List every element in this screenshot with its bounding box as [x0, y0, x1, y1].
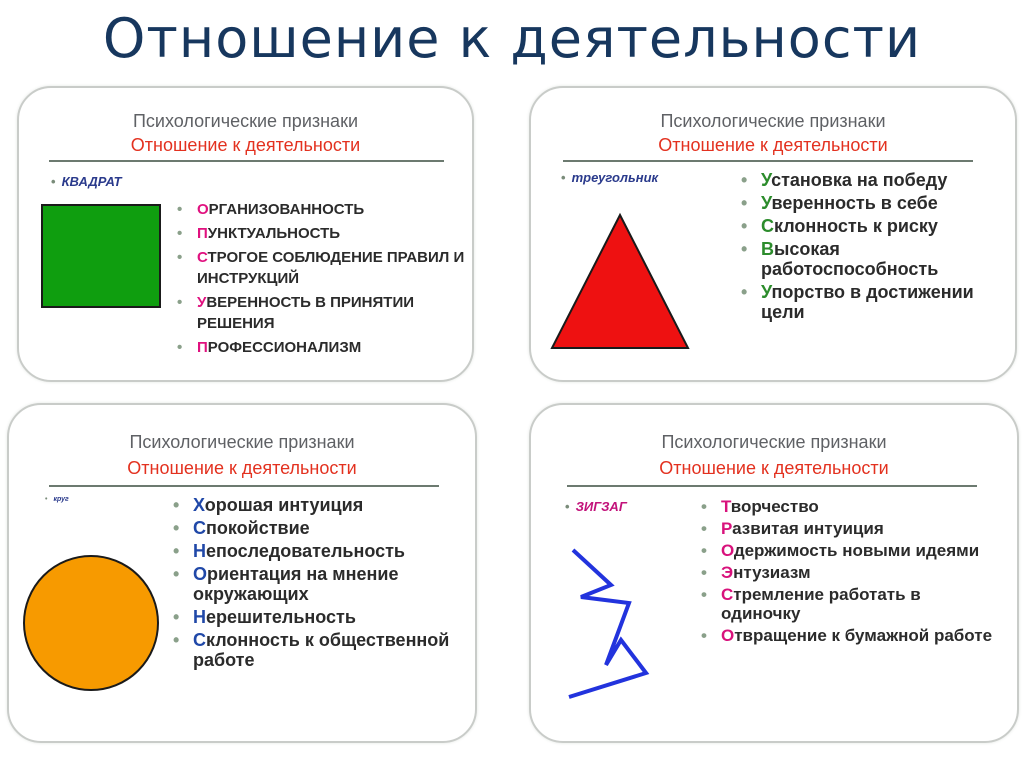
trait-item: • Энтузиазм [701, 563, 811, 582]
traits-list [177, 199, 467, 361]
traits-list [701, 497, 1001, 648]
page-title: Отношение к деятельности [102, 7, 922, 70]
card-header-line2: Отношение к деятельности [130, 135, 361, 155]
card-triangle [529, 86, 1017, 382]
trait-item: • Отвращение к бумажной работе [701, 626, 993, 645]
trait-item: • Стремление работать в одиночку [701, 585, 921, 623]
trait-item: • ОРГАНИЗОВАННОСТЬ [177, 201, 365, 218]
header-divider [49, 160, 444, 162]
header-divider [49, 485, 439, 487]
card-header-line1: Психологические признаки [129, 432, 355, 452]
trait-item: • Высокая работоспособность [741, 239, 939, 279]
trait-item: • Ориентация на мнение окружающих [173, 564, 399, 604]
trait-item: • Уверенность в себе [741, 193, 938, 213]
traits-list [741, 170, 1011, 325]
header-divider [563, 160, 973, 162]
trait-item: • Склонность к общественной работе [173, 630, 450, 670]
trait-item: • Творчество [701, 497, 819, 516]
trait-item: • СТРОГОЕ СОБЛЮДЕНИЕ ПРАВИЛ И ИНСТРУКЦИЙ [177, 249, 465, 287]
trait-item: • Упорство в достижении цели [741, 282, 974, 322]
card-header-line2: Отношение к деятельности [127, 458, 357, 478]
card-header-line2: Отношение к деятельности [659, 458, 889, 478]
shape-label: • треугольник [561, 170, 659, 185]
shape-label: • ЗИГЗАГ [565, 499, 627, 514]
shape-label: • КВАДРАТ [51, 174, 122, 189]
card-header-line1: Психологические признаки [661, 432, 887, 452]
card-square [17, 86, 474, 382]
trait-item: • ПУНКТУАЛЬНОСТЬ [177, 225, 341, 242]
trait-item: • Установка на победу [741, 170, 948, 190]
red-triangle-shape [549, 212, 691, 352]
card-header-line2: Отношение к деятельности [658, 135, 888, 155]
card-zigzag [529, 403, 1019, 743]
traits-list [173, 495, 473, 673]
card-circle [7, 403, 477, 743]
green-square-shape [41, 204, 161, 308]
header-divider [567, 485, 977, 487]
card-header-line1: Психологические признаки [132, 111, 359, 131]
trait-item: • Непоследовательность [173, 541, 405, 561]
trait-item: • Хорошая интуиция [173, 495, 364, 515]
trait-item: • ПРОФЕССИОНАЛИЗМ [177, 339, 362, 356]
card-header-line1: Психологические признаки [660, 111, 886, 131]
shape-label: • круг [45, 496, 69, 503]
trait-item: • Спокойствие [173, 518, 310, 538]
orange-circle-shape [21, 553, 161, 693]
trait-item: • Одержимость новыми идеями [701, 541, 980, 560]
trait-item: • УВЕРЕННОСТЬ В ПРИНЯТИИ РЕШЕНИЯ [177, 294, 414, 332]
trait-item: • Нерешительность [173, 607, 356, 627]
trait-item: • Развитая интуиция [701, 519, 884, 538]
trait-item: • Склонность к риску [741, 216, 938, 236]
blue-zigzag-shape [561, 545, 661, 705]
